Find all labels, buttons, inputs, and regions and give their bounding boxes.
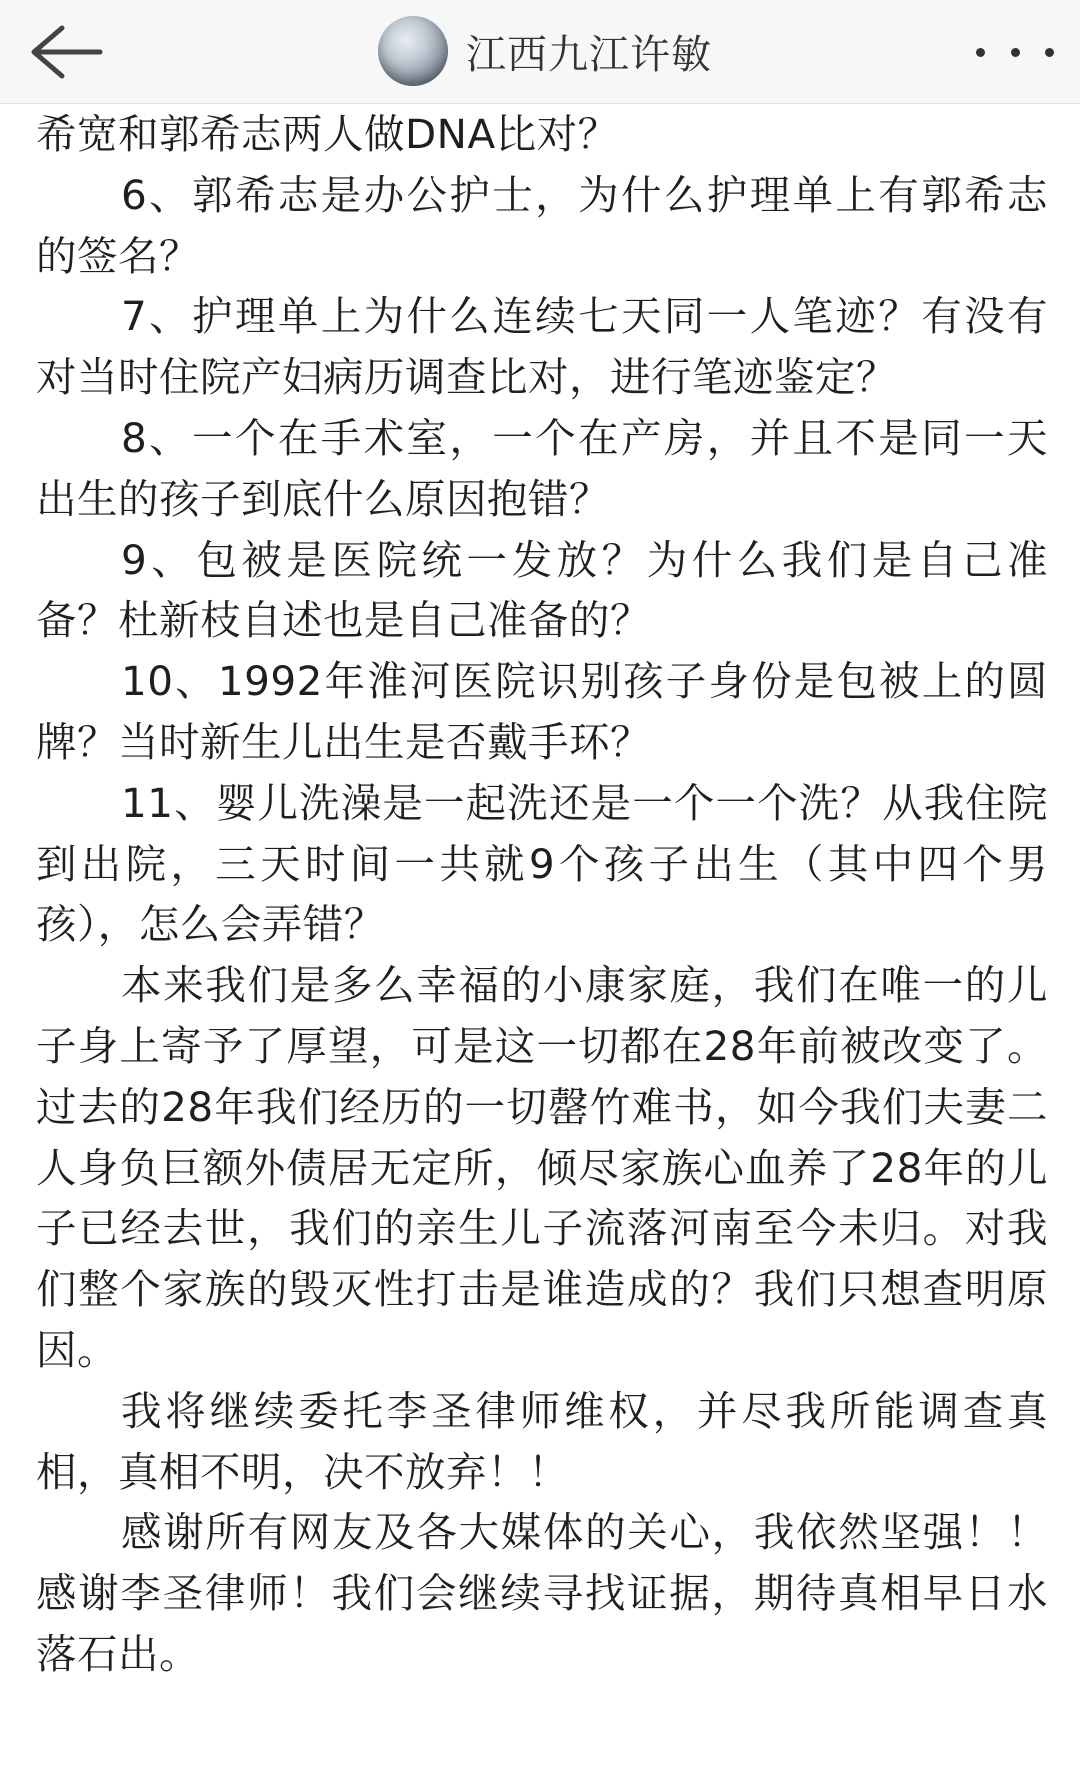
more-horizontal-icon[interactable] — [976, 30, 1054, 74]
more-dot — [1011, 48, 1020, 57]
profile-header[interactable] — [378, 6, 712, 96]
more-dot — [976, 48, 985, 57]
more-dot — [1045, 48, 1054, 57]
back-arrow-icon[interactable] — [22, 20, 108, 84]
profile-name[interactable]: 江西九江许敏 — [466, 31, 712, 78]
post-paragraph: 11、婴儿洗澡是一起洗还是一个一个洗？从我住院到出院，三天时间一共就9个孩子出生（其中四个男孩），怎么会弄错？ — [36, 778, 1048, 949]
post-paragraph: 8、一个在手术室，一个在产房，并且不是同一天出生的孩子到底什么原因抱错？ — [36, 413, 1048, 523]
post-paragraph: 7、护理单上为什么连续七天同一人笔迹？有没有对当时住院产妇病历调查比对，进行笔迹鉴定？ — [36, 292, 1048, 402]
top-nav-bar — [0, 0, 1080, 104]
post-paragraph: 10、1992年淮河医院识别孩子身份是包被上的圆牌？当时新生儿出生是否戴手环？ — [36, 657, 1048, 766]
post-paragraph: 感谢所有网友及各大媒体的关心，我依然坚强！！感谢李圣律师！我们会继续寻找证据，期待真相早日水落石出。 — [36, 1508, 1048, 1678]
avatar[interactable] — [378, 16, 448, 86]
post-paragraph: 我将继续委托李圣律师维权，并尽我所能调查真相，真相不明，决不放弃！！ — [36, 1386, 1048, 1496]
post-paragraph: 6、郭希志是办公护士，为什么护理单上有郭希志的签名？ — [36, 170, 1048, 280]
post-paragraph: 本来我们是多么幸福的小康家庭，我们在唯一的儿子身上寄予了厚望，可是这一切都在28年前被改变了。过去的28年我们经历的一切罄竹难书，如今我们夫妻二人身负巨额外债居无定所，倾尽家族心血养了28年的儿子已经去世，我们的亲生儿子流落河南至今未归。对我们整个家族的毁灭性打击是谁造成的？我们只想查明原因。 — [36, 961, 1048, 1374]
post-content — [36, 104, 1048, 1685]
post-paragraph: 希宽和郭希志两人做DNA比对？ — [36, 110, 619, 158]
post-paragraph: 9、包被是医院统一发放？为什么我们是自己准备？杜新枝自述也是自己准备的？ — [36, 535, 1048, 645]
